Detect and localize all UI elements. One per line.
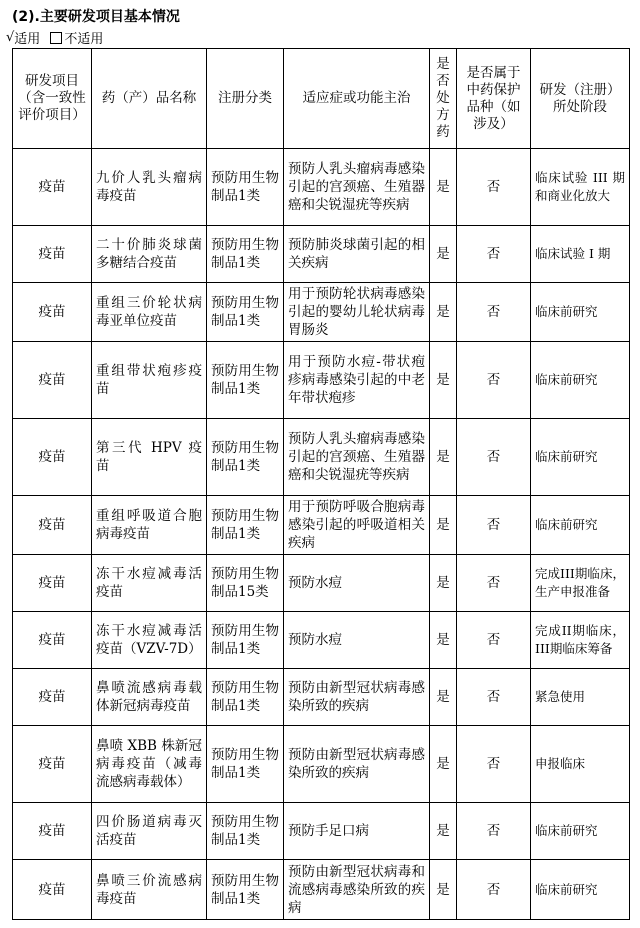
cell-is-tcm: 否: [457, 555, 531, 612]
cell-reg-class: 预防用生物制品1类: [207, 669, 284, 726]
cell-stage: 完成II期临床，III期临床筹备: [531, 612, 630, 669]
cell-reg-class: 预防用生物制品1类: [207, 726, 284, 803]
table-row: [13, 726, 630, 803]
cell-product: 九价人乳头瘤病毒疫苗: [92, 149, 207, 226]
cell-stage: 临床试验 III 期和商业化放大: [531, 149, 630, 226]
cell-category: 疫苗: [13, 419, 92, 496]
cell-indication: 预防水痘: [284, 612, 430, 669]
header-is-tcm: 是否属于中药保护品种（如涉及）: [457, 49, 531, 149]
cell-category: 疫苗: [13, 860, 92, 920]
cell-is-rx: 是: [430, 149, 457, 226]
cell-indication: 用于预防轮状病毒感染引起的婴幼儿轮状病毒胃肠炎: [284, 283, 430, 342]
cell-category: 疫苗: [13, 496, 92, 555]
cell-reg-class: 预防用生物制品1类: [207, 860, 284, 920]
cell-is-tcm: 否: [457, 342, 531, 419]
cell-product: 重组呼吸道合胞病毒疫苗: [92, 496, 207, 555]
cell-indication: 预防肺炎球菌引起的相关疾病: [284, 226, 430, 283]
cell-indication: 预防手足口病: [284, 803, 430, 860]
check-mark-icon: √: [6, 30, 15, 45]
cell-is-rx: 是: [430, 226, 457, 283]
cell-is-tcm: 否: [457, 149, 531, 226]
cell-is-rx: 是: [430, 669, 457, 726]
cell-is-tcm: 否: [457, 612, 531, 669]
table-row: [13, 342, 630, 419]
cell-is-rx: 是: [430, 726, 457, 803]
table-row: [13, 226, 630, 283]
applicability-options: [6, 28, 103, 47]
table-row: [13, 496, 630, 555]
cell-indication: 预防水痘: [284, 555, 430, 612]
cell-category: 疫苗: [13, 555, 92, 612]
cell-is-tcm: 否: [457, 419, 531, 496]
section-title: (2).主要研发项目基本情况: [12, 9, 180, 25]
cell-indication: 预防由新型冠状病毒感染所致的疾病: [284, 669, 430, 726]
empty-checkbox-icon: [50, 32, 62, 44]
cell-product: 第三代 HPV 疫苗: [92, 419, 207, 496]
table-row: [13, 860, 630, 920]
cell-is-rx: 是: [430, 555, 457, 612]
cell-product: 鼻喷 XBB 株新冠病毒疫苗（减毒流感病毒载体）: [92, 726, 207, 803]
cell-is-tcm: 否: [457, 283, 531, 342]
cell-is-tcm: 否: [457, 726, 531, 803]
cell-reg-class: 预防用生物制品1类: [207, 342, 284, 419]
cell-stage: 临床前研究: [531, 860, 630, 920]
cell-category: 疫苗: [13, 283, 92, 342]
cell-category: 疫苗: [13, 226, 92, 283]
cell-reg-class: 预防用生物制品1类: [207, 149, 284, 226]
cell-reg-class: 预防用生物制品1类: [207, 226, 284, 283]
cell-stage: 临床前研究: [531, 803, 630, 860]
cell-category: 疫苗: [13, 803, 92, 860]
cell-stage: 临床试验 I 期: [531, 226, 630, 283]
cell-is-rx: 是: [430, 419, 457, 496]
table-row: [13, 149, 630, 226]
cell-indication: 预防由新型冠状病毒感染所致的疾病: [284, 726, 430, 803]
cell-product: 二十价肺炎球菌多糖结合疫苗: [92, 226, 207, 283]
cell-indication: 预防人乳头瘤病毒感染引起的宫颈癌、生殖器癌和尖锐湿疣等疾病: [284, 419, 430, 496]
cell-is-rx: 是: [430, 496, 457, 555]
cell-product: 冻干水痘减毒活疫苗（VZV-7D）: [92, 612, 207, 669]
cell-product: 冻干水痘减毒活疫苗: [92, 555, 207, 612]
cell-is-rx: 是: [430, 612, 457, 669]
cell-stage: 临床前研究: [531, 419, 630, 496]
not-applicable-label: 不适用: [64, 32, 104, 47]
cell-reg-class: 预防用生物制品1类: [207, 419, 284, 496]
table-row: [13, 612, 630, 669]
cell-stage: 临床前研究: [531, 496, 630, 555]
cell-indication: 预防人乳头瘤病毒感染引起的宫颈癌、生殖器癌和尖锐湿疣等疾病: [284, 149, 430, 226]
cell-stage: 申报临床: [531, 726, 630, 803]
cell-category: 疫苗: [13, 669, 92, 726]
table-row: [13, 283, 630, 342]
header-product: 药（产）品名称: [92, 49, 207, 149]
cell-indication: 用于预防水痘-带状疱疹病毒感染引起的中老年带状疱疹: [284, 342, 430, 419]
cell-indication: 预防由新型冠状病毒和流感病毒感染所致的疾病: [284, 860, 430, 920]
cell-is-tcm: 否: [457, 226, 531, 283]
header-reg-class: 注册分类: [207, 49, 284, 149]
cell-stage: 临床前研究: [531, 283, 630, 342]
cell-product: 鼻喷流感病毒载体新冠病毒疫苗: [92, 669, 207, 726]
cell-product: 鼻喷三价流感病毒疫苗: [92, 860, 207, 920]
applicable-label: 适用: [14, 32, 41, 47]
header-is-rx: 是否处方药: [430, 49, 457, 149]
cell-reg-class: 预防用生物制品1类: [207, 496, 284, 555]
cell-category: 疫苗: [13, 726, 92, 803]
cell-stage: 临床前研究: [531, 342, 630, 419]
table-header-row: [13, 49, 630, 149]
header-category: 研发项目（含一致性评价项目）: [13, 49, 92, 149]
cell-is-tcm: 否: [457, 860, 531, 920]
cell-category: 疫苗: [13, 342, 92, 419]
cell-reg-class: 预防用生物制品1类: [207, 612, 284, 669]
cell-reg-class: 预防用生物制品15类: [207, 555, 284, 612]
cell-category: 疫苗: [13, 612, 92, 669]
table-row: [13, 803, 630, 860]
cell-indication: 用于预防呼吸合胞病毒感染引起的呼吸道相关疾病: [284, 496, 430, 555]
cell-is-tcm: 否: [457, 803, 531, 860]
header-stage: 研发（注册）所处阶段: [531, 49, 630, 149]
table-row: [13, 419, 630, 496]
cell-is-rx: 是: [430, 803, 457, 860]
cell-is-rx: 是: [430, 342, 457, 419]
cell-stage: 完成III期临床，生产申报准备: [531, 555, 630, 612]
table-row: [13, 555, 630, 612]
cell-reg-class: 预防用生物制品1类: [207, 803, 284, 860]
cell-reg-class: 预防用生物制品1类: [207, 283, 284, 342]
cell-is-tcm: 否: [457, 669, 531, 726]
rd-projects-table: [12, 48, 630, 920]
header-indication: 适应症或功能主治: [284, 49, 430, 149]
table-row: [13, 669, 630, 726]
cell-product: 重组带状疱疹疫苗: [92, 342, 207, 419]
cell-category: 疫苗: [13, 149, 92, 226]
cell-product: 四价肠道病毒灭活疫苗: [92, 803, 207, 860]
cell-is-rx: 是: [430, 283, 457, 342]
cell-product: 重组三价轮状病毒亚单位疫苗: [92, 283, 207, 342]
cell-is-rx: 是: [430, 860, 457, 920]
cell-is-tcm: 否: [457, 496, 531, 555]
cell-stage: 紧急使用: [531, 669, 630, 726]
